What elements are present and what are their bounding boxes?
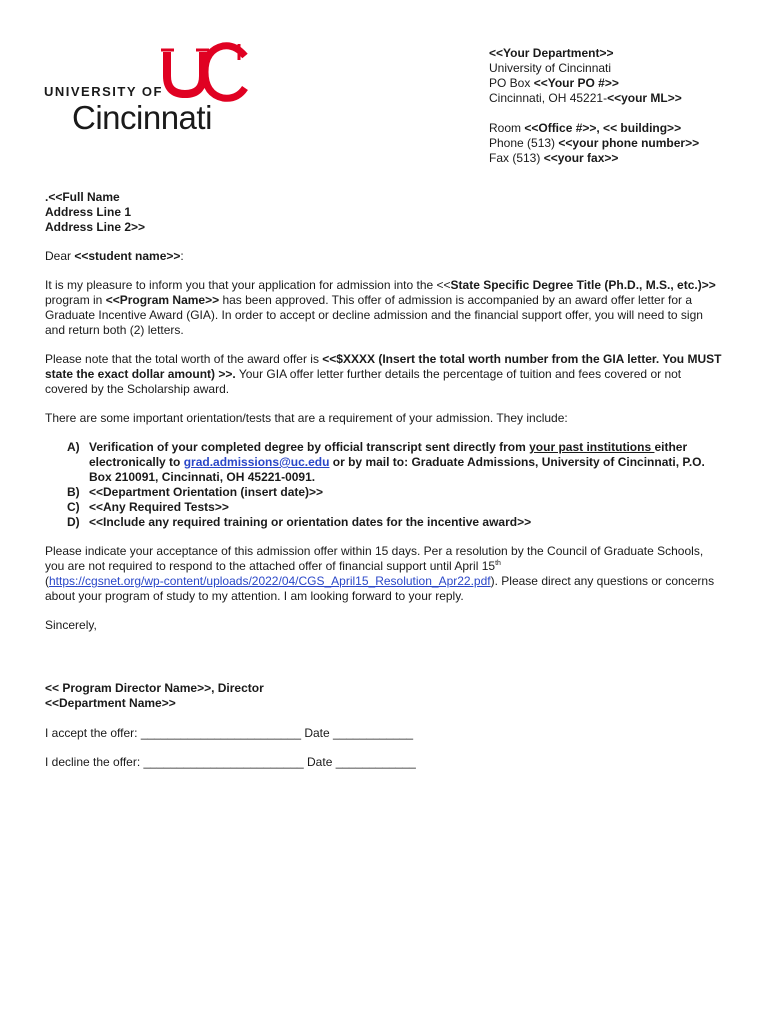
sender-ml-value: <<your ML>> (607, 91, 682, 105)
cgs-resolution-link[interactable]: https://cgsnet.org/wp-content/uploads/2022/04/CGS_April15_Resolution_Apr22.pdf (49, 574, 491, 588)
recipient-address-block (45, 190, 145, 235)
sender-address-block (489, 46, 699, 166)
uc-logo-icon (161, 42, 251, 104)
university-logo (44, 42, 254, 134)
sender-city: Cincinnati, OH 45221-<<your ML>> (489, 91, 682, 105)
sender-room-value: <<Office #>>, << building>> (524, 121, 682, 135)
list-item: A) Verification of your completed degree by official transcript sent directly from your past institutions either electronically to grad.admissions@uc.edu or by mail to: Graduate Admissions, University of Cincinnati, P.O. Box 210091, Cincinnati, OH 45221-0091. (67, 440, 705, 484)
letter-body (45, 249, 725, 647)
sender-university: University of Cincinnati (489, 61, 612, 75)
sender-po-box: PO Box <<Your PO #>> (489, 76, 619, 90)
recipient-address-line-2: Address Line 2>> (45, 220, 146, 234)
recipient-name: .<<Full Name (45, 190, 120, 204)
list-item: C) <<Any Required Tests>> (67, 500, 229, 514)
sender-department: <<Your Department>> (489, 46, 614, 60)
admission-paragraph: It is my pleasure to inform you that your application for admission into the <<State Specific Degree Title (Ph.D., M.S., etc.)>> program in <<Program Name>> has been approved. This offer of admission is accompanied by an award offer letter for a Graduate Incentive Award (GIA). In order to accept or decline admission and the financial support offer, you will need to sign and return both (2) letters. (45, 278, 716, 337)
logo-cincinnati-text: Cincinnati (72, 99, 212, 136)
salutation: Dear <<student name>>: (45, 249, 184, 263)
recipient-address-line-1: Address Line 1 (45, 205, 132, 219)
list-item: B) <<Department Orientation (insert date)>> (67, 485, 324, 499)
acceptance-paragraph: Please indicate your acceptance of this admission offer within 15 days. Per a resolution by the Council of Graduate Schools, you are not required to respond to the attached offer of financial support until April 15th (https://cgsnet.org/wp-content/uploads/2022/04/CGS_April15_Resolution_Apr22.pdf). Please direct any questions or concerns about your program of study to my attention. I am looking forward to your reply. (45, 544, 715, 603)
sender-fax-value: <<your fax>> (543, 151, 619, 165)
award-paragraph: Please note that the total worth of the award offer is <<$XXXX (Insert the total worth number from the GIA letter. You MUST state the exact dollar amount) >>. Your GIA offer letter further details the percentage of tuition and fees covered or not covered by the Scholarship award. (45, 352, 722, 396)
requirements-list (45, 440, 725, 530)
requirements-intro: There are some important orientation/tests that are a requirement of your admission. They include: (45, 411, 568, 425)
sender-phone-value: <<your phone number>> (558, 136, 700, 150)
sender-phone: Phone (513) <<your phone number>> (489, 136, 700, 150)
accept-offer-line: I accept the offer: ________________________ Date ____________ (45, 726, 414, 740)
admissions-email-link[interactable]: grad.admissions@uc.edu (183, 455, 330, 469)
department-name: <<Department Name>> (45, 696, 176, 710)
director-name: << Program Director Name>>, Director (45, 681, 264, 695)
logo-university-of-text: UNIVERSITY OF (44, 84, 163, 99)
list-item: D) <<Include any required training or orientation dates for the incentive award>> (67, 515, 532, 529)
sender-room: Room <<Office #>>, << building>> (489, 121, 682, 135)
closing: Sincerely, (45, 618, 97, 632)
signature-block (45, 681, 264, 711)
salutation-name: <<student name>> (74, 249, 181, 263)
sender-po-box-value: <<Your PO #>> (533, 76, 619, 90)
decline-offer-line: I decline the offer: ________________________ Date ____________ (45, 755, 416, 769)
sender-fax: Fax (513) <<your fax>> (489, 151, 619, 165)
